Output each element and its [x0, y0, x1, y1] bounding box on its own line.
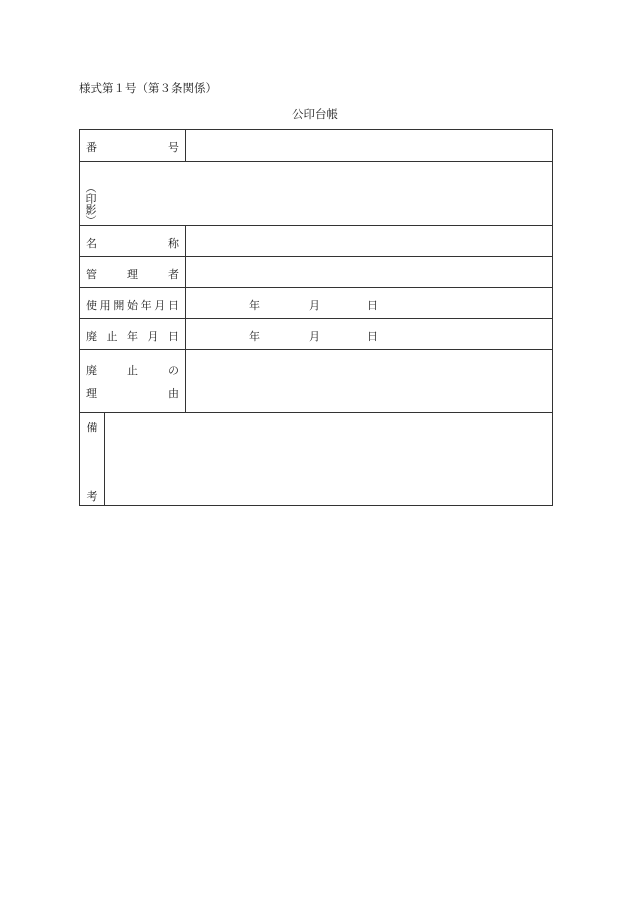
number-value-cell[interactable] — [186, 130, 552, 161]
seal-impression-area[interactable] — [100, 162, 552, 225]
remarks-value-cell[interactable] — [105, 413, 552, 505]
start-day-unit: 日 — [367, 299, 378, 312]
name-value-cell[interactable] — [186, 226, 552, 256]
number-label: 番 号 — [86, 141, 179, 154]
manager-value-cell[interactable] — [186, 257, 552, 287]
name-label: 名 称 — [86, 237, 179, 250]
abolish-day-unit: 日 — [367, 330, 378, 343]
row-number — [80, 130, 552, 161]
remarks-label-bottom: 考 — [86, 490, 98, 503]
start-year-unit: 年 — [249, 299, 260, 312]
abolish-reason-label-line1: 廃 止 の — [86, 364, 179, 377]
row-abolish-date — [80, 318, 552, 349]
start-date-label: 使 用 開 始 年 月 日 — [86, 299, 179, 312]
manager-label: 管 理 者 — [86, 268, 179, 281]
abolish-reason-value-cell[interactable] — [186, 350, 552, 412]
seal-impression-label: （印影） — [84, 182, 97, 226]
abolish-reason-label-line2: 理 由 — [86, 387, 179, 400]
form-number-label: 様式第１号（第３条関係） — [79, 81, 217, 95]
start-date-value-cell[interactable] — [186, 288, 552, 318]
abolish-year-unit: 年 — [249, 330, 260, 343]
start-month-unit: 月 — [309, 299, 320, 312]
row-seal-impression — [80, 161, 552, 225]
row-start-date — [80, 287, 552, 318]
document-title: 公印台帳 — [292, 107, 338, 121]
abolish-date-label: 廃 止 年 月 日 — [86, 330, 179, 343]
seal-ledger-table — [79, 129, 553, 506]
row-name — [80, 225, 552, 256]
row-manager — [80, 256, 552, 287]
row-abolish-reason — [80, 349, 552, 412]
remarks-label-top: 備 — [86, 421, 98, 434]
abolish-date-value-cell[interactable] — [186, 319, 552, 349]
row-remarks — [80, 412, 552, 505]
abolish-month-unit: 月 — [309, 330, 320, 343]
